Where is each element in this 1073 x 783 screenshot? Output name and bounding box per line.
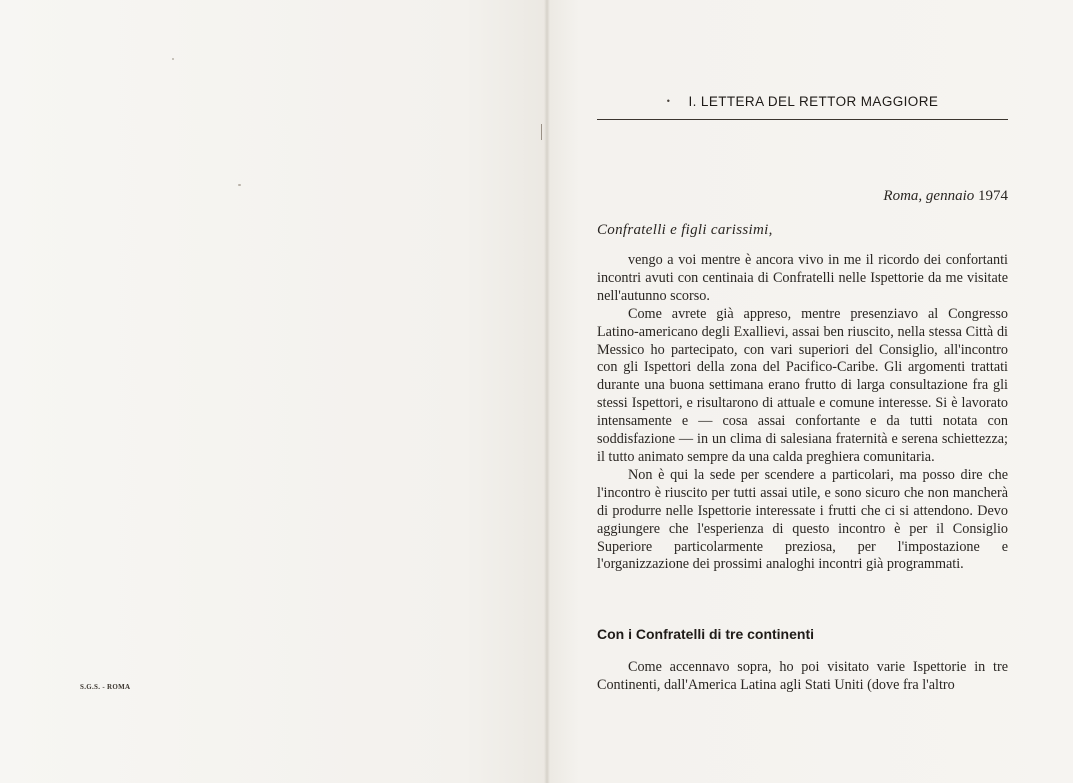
section-heading: Con i Confratelli di tre continenti — [597, 626, 814, 642]
paragraph: Come avrete già appreso, mentre presenziavo al Congresso Latino-americano degli Exallievi, assai ben riuscito, nella stessa Città di Messico ho partecipato, con vari superiori del Consiglio, all'incontro con gli Ispettori della zona del Pacifico-Caribe. Gli argomenti trattati durante una buona settimana erano frutto di larga consultazione fra gli stessi Ispettori, e risultarono di attuale e comune interesse. Si è lavorato intensamente e — cosa assai confortante e da tutti notata con soddisfazione — in un clima di salesiana fraternità e serena schiettezza; il tutto animato sempre da una calda preghiera comunitaria. — [597, 305, 1008, 465]
paper-speck — [238, 184, 241, 186]
dateline-year: 1974 — [978, 188, 1008, 204]
printer-imprint: S.G.S. - ROMA — [80, 683, 131, 691]
dateline — [597, 188, 1008, 205]
header-rule — [597, 119, 1008, 120]
page-gutter — [544, 0, 550, 783]
header-title: I. LETTERA DEL RETTOR MAGGIORE — [688, 94, 939, 109]
dateline-place: Roma, gennaio — [883, 188, 975, 204]
paper-mark — [541, 124, 542, 140]
paper-speck — [172, 58, 174, 60]
paragraph: Non è qui la sede per scendere a particolari, ma posso dire che l'incontro è riuscito per tutti assai utile, e sono sicuro che non mancherà di produrre nelle Ispettorie interessate i frutti che ci si attendono. Devo aggiungere che l'esperienza di questo incontro è per il Consiglio Superiore particolarmente preziosa, per l'impostazione e l'organizzazione dei prossimi analoghi incontri già programmati. — [597, 466, 1008, 573]
paragraph: Come accennavo sopra, ho poi visitato varie Ispettorie in tre Continenti, dall'America Latina agli Stati Uniti (dove fra l'altro — [597, 659, 1008, 693]
running-header — [597, 94, 1008, 120]
letter-body — [597, 252, 1008, 574]
section-body — [597, 659, 1008, 695]
header-bullet: • — [666, 96, 671, 106]
salutation: Confratelli e figli carissimi, — [597, 222, 773, 238]
paragraph: vengo a voi mentre è ancora vivo in me il ricordo dei confortanti incontri avuti con centinaia di Confratelli nelle Ispettorie da me visitate nell'autunno scorso. — [597, 252, 1008, 304]
